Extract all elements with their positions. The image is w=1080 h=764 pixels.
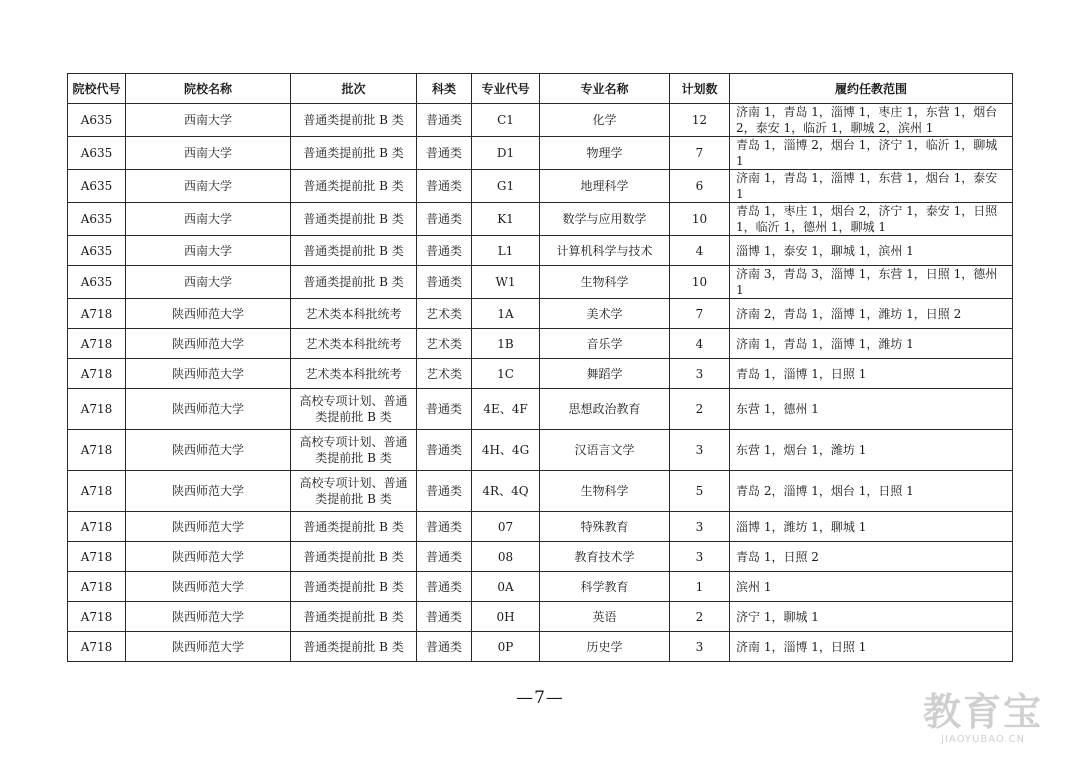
cell-service-scope: 济南 3，青岛 3，淄博 1，东营 1，日照 1，德州 1 bbox=[730, 266, 1013, 299]
header-service-scope: 履约任教范围 bbox=[730, 74, 1013, 104]
cell-school-code: A718 bbox=[68, 632, 126, 662]
cell-major-code: 1A bbox=[472, 299, 540, 329]
cell-school-name: 陕西师范大学 bbox=[126, 471, 291, 512]
header-plan-count: 计划数 bbox=[670, 74, 730, 104]
cell-major-name: 物理学 bbox=[540, 137, 670, 170]
table-row bbox=[68, 170, 1013, 203]
cell-plan-count: 7 bbox=[670, 299, 730, 329]
cell-major-name: 生物科学 bbox=[540, 471, 670, 512]
cell-school-code: A635 bbox=[68, 203, 126, 236]
cell-school-name: 陕西师范大学 bbox=[126, 299, 291, 329]
cell-batch: 艺术类本科批统考 bbox=[291, 329, 417, 359]
cell-major-name: 化学 bbox=[540, 104, 670, 137]
table-row bbox=[68, 602, 1013, 632]
cell-major-code: 07 bbox=[472, 512, 540, 542]
cell-school-name: 陕西师范大学 bbox=[126, 572, 291, 602]
cell-batch: 普通类提前批 B 类 bbox=[291, 170, 417, 203]
cell-plan-count: 2 bbox=[670, 602, 730, 632]
cell-major-name: 生物科学 bbox=[540, 266, 670, 299]
cell-major-name: 教育技术学 bbox=[540, 542, 670, 572]
cell-school-name: 西南大学 bbox=[126, 104, 291, 137]
cell-school-code: A718 bbox=[68, 430, 126, 471]
cell-plan-count: 7 bbox=[670, 137, 730, 170]
cell-major-code: G1 bbox=[472, 170, 540, 203]
cell-plan-count: 2 bbox=[670, 389, 730, 430]
cell-plan-count: 10 bbox=[670, 266, 730, 299]
table-row bbox=[68, 266, 1013, 299]
cell-category: 普通类 bbox=[417, 602, 472, 632]
cell-batch: 普通类提前批 B 类 bbox=[291, 104, 417, 137]
cell-plan-count: 3 bbox=[670, 512, 730, 542]
cell-service-scope: 东营 1，德州 1 bbox=[730, 389, 1013, 430]
table-body bbox=[68, 104, 1013, 662]
cell-plan-count: 5 bbox=[670, 471, 730, 512]
cell-school-code: A718 bbox=[68, 512, 126, 542]
cell-school-code: A718 bbox=[68, 359, 126, 389]
cell-plan-count: 6 bbox=[670, 170, 730, 203]
cell-service-scope: 济南 1，淄博 1，日照 1 bbox=[730, 632, 1013, 662]
cell-major-name: 英语 bbox=[540, 602, 670, 632]
cell-batch: 普通类提前批 B 类 bbox=[291, 236, 417, 266]
table-row bbox=[68, 236, 1013, 266]
cell-category: 普通类 bbox=[417, 266, 472, 299]
enrollment-plan-table bbox=[67, 73, 1013, 662]
cell-category: 普通类 bbox=[417, 137, 472, 170]
cell-batch: 高校专项计划、普通类提前批 B 类 bbox=[291, 471, 417, 512]
cell-batch: 艺术类本科批统考 bbox=[291, 299, 417, 329]
header-batch: 批次 bbox=[291, 74, 417, 104]
cell-major-code: 1B bbox=[472, 329, 540, 359]
cell-service-scope: 青岛 1，淄博 1，日照 1 bbox=[730, 359, 1013, 389]
cell-service-scope: 淄博 1，泰安 1，聊城 1，滨州 1 bbox=[730, 236, 1013, 266]
cell-batch: 艺术类本科批统考 bbox=[291, 359, 417, 389]
cell-service-scope: 济南 1，青岛 1，淄博 1，潍坊 1 bbox=[730, 329, 1013, 359]
cell-category: 普通类 bbox=[417, 632, 472, 662]
cell-service-scope: 济南 2，青岛 1，淄博 1，潍坊 1，日照 2 bbox=[730, 299, 1013, 329]
cell-service-scope: 青岛 2，淄博 1，烟台 1，日照 1 bbox=[730, 471, 1013, 512]
cell-service-scope: 青岛 1，日照 2 bbox=[730, 542, 1013, 572]
table-row bbox=[68, 104, 1013, 137]
cell-school-name: 陕西师范大学 bbox=[126, 329, 291, 359]
cell-school-name: 西南大学 bbox=[126, 203, 291, 236]
cell-major-code: 0P bbox=[472, 632, 540, 662]
table-row bbox=[68, 329, 1013, 359]
cell-school-code: A718 bbox=[68, 542, 126, 572]
cell-major-name: 地理科学 bbox=[540, 170, 670, 203]
cell-school-name: 陕西师范大学 bbox=[126, 512, 291, 542]
cell-category: 普通类 bbox=[417, 542, 472, 572]
cell-category: 普通类 bbox=[417, 236, 472, 266]
cell-category: 普通类 bbox=[417, 389, 472, 430]
cell-service-scope: 济南 1，青岛 1，淄博 1，枣庄 1，东营 1，烟台 2，泰安 1，临沂 1，聊城 2，滨州 1 bbox=[730, 104, 1013, 137]
cell-school-name: 西南大学 bbox=[126, 170, 291, 203]
table-row bbox=[68, 430, 1013, 471]
cell-major-code: 08 bbox=[472, 542, 540, 572]
cell-major-code: W1 bbox=[472, 266, 540, 299]
table-row bbox=[68, 389, 1013, 430]
cell-major-name: 舞蹈学 bbox=[540, 359, 670, 389]
cell-major-name: 历史学 bbox=[540, 632, 670, 662]
cell-major-code: 0H bbox=[472, 602, 540, 632]
cell-school-code: A635 bbox=[68, 170, 126, 203]
cell-major-code: D1 bbox=[472, 137, 540, 170]
table-row bbox=[68, 299, 1013, 329]
cell-batch: 普通类提前批 B 类 bbox=[291, 632, 417, 662]
cell-category: 艺术类 bbox=[417, 299, 472, 329]
cell-school-code: A635 bbox=[68, 266, 126, 299]
cell-school-code: A718 bbox=[68, 471, 126, 512]
cell-category: 艺术类 bbox=[417, 329, 472, 359]
cell-plan-count: 4 bbox=[670, 236, 730, 266]
table-row bbox=[68, 471, 1013, 512]
cell-batch: 普通类提前批 B 类 bbox=[291, 512, 417, 542]
cell-batch: 普通类提前批 B 类 bbox=[291, 266, 417, 299]
cell-school-name: 陕西师范大学 bbox=[126, 542, 291, 572]
cell-service-scope: 济宁 1，聊城 1 bbox=[730, 602, 1013, 632]
cell-major-name: 计算机科学与技术 bbox=[540, 236, 670, 266]
cell-plan-count: 10 bbox=[670, 203, 730, 236]
page-number: —7— bbox=[516, 688, 564, 708]
cell-category: 普通类 bbox=[417, 572, 472, 602]
cell-batch: 普通类提前批 B 类 bbox=[291, 572, 417, 602]
cell-major-code: K1 bbox=[472, 203, 540, 236]
cell-school-name: 西南大学 bbox=[126, 236, 291, 266]
cell-school-code: A635 bbox=[68, 104, 126, 137]
cell-major-code: 4H、4G bbox=[472, 430, 540, 471]
cell-plan-count: 4 bbox=[670, 329, 730, 359]
table-row bbox=[68, 632, 1013, 662]
cell-school-code: A635 bbox=[68, 137, 126, 170]
cell-batch: 普通类提前批 B 类 bbox=[291, 602, 417, 632]
cell-service-scope: 济南 1，青岛 1，淄博 1，东营 1，烟台 1，泰安 1 bbox=[730, 170, 1013, 203]
table-header-row bbox=[68, 74, 1013, 104]
table-row bbox=[68, 137, 1013, 170]
cell-school-name: 陕西师范大学 bbox=[126, 389, 291, 430]
cell-plan-count: 1 bbox=[670, 572, 730, 602]
cell-major-name: 数学与应用数学 bbox=[540, 203, 670, 236]
table-row bbox=[68, 512, 1013, 542]
cell-batch: 高校专项计划、普通类提前批 B 类 bbox=[291, 430, 417, 471]
header-school-code: 院校代号 bbox=[68, 74, 126, 104]
cell-major-code: 0A bbox=[472, 572, 540, 602]
cell-school-name: 陕西师范大学 bbox=[126, 430, 291, 471]
cell-category: 普通类 bbox=[417, 104, 472, 137]
cell-school-name: 西南大学 bbox=[126, 266, 291, 299]
cell-school-code: A718 bbox=[68, 602, 126, 632]
cell-batch: 普通类提前批 B 类 bbox=[291, 137, 417, 170]
table-row bbox=[68, 572, 1013, 602]
cell-school-name: 陕西师范大学 bbox=[126, 359, 291, 389]
watermark-main-text: 教育宝 bbox=[922, 690, 1043, 734]
cell-major-code: 4R、4Q bbox=[472, 471, 540, 512]
cell-major-name: 音乐学 bbox=[540, 329, 670, 359]
cell-category: 普通类 bbox=[417, 430, 472, 471]
table-row bbox=[68, 203, 1013, 236]
watermark-sub-text: JIAOYUBAO.CN bbox=[941, 734, 1025, 745]
cell-school-code: A718 bbox=[68, 572, 126, 602]
cell-batch: 普通类提前批 B 类 bbox=[291, 203, 417, 236]
cell-major-name: 思想政治教育 bbox=[540, 389, 670, 430]
cell-batch: 普通类提前批 B 类 bbox=[291, 542, 417, 572]
cell-batch: 高校专项计划、普通类提前批 B 类 bbox=[291, 389, 417, 430]
cell-category: 普通类 bbox=[417, 170, 472, 203]
cell-school-name: 陕西师范大学 bbox=[126, 602, 291, 632]
cell-service-scope: 东营 1，烟台 1，潍坊 1 bbox=[730, 430, 1013, 471]
cell-plan-count: 3 bbox=[670, 359, 730, 389]
cell-major-code: L1 bbox=[472, 236, 540, 266]
cell-service-scope: 青岛 1，枣庄 1，烟台 2，济宁 1，泰安 1，日照 1，临沂 1，德州 1，聊城 1 bbox=[730, 203, 1013, 236]
cell-school-code: A635 bbox=[68, 236, 126, 266]
cell-school-code: A718 bbox=[68, 299, 126, 329]
table-row bbox=[68, 542, 1013, 572]
header-major-name: 专业名称 bbox=[540, 74, 670, 104]
cell-major-name: 汉语言文学 bbox=[540, 430, 670, 471]
cell-school-code: A718 bbox=[68, 389, 126, 430]
cell-major-name: 特殊教育 bbox=[540, 512, 670, 542]
table-row bbox=[68, 359, 1013, 389]
cell-plan-count: 12 bbox=[670, 104, 730, 137]
header-school-name: 院校名称 bbox=[126, 74, 291, 104]
cell-major-code: C1 bbox=[472, 104, 540, 137]
header-category: 科类 bbox=[417, 74, 472, 104]
cell-category: 普通类 bbox=[417, 203, 472, 236]
cell-plan-count: 3 bbox=[670, 632, 730, 662]
cell-service-scope: 滨州 1 bbox=[730, 572, 1013, 602]
cell-school-name: 西南大学 bbox=[126, 137, 291, 170]
cell-major-code: 1C bbox=[472, 359, 540, 389]
cell-service-scope: 青岛 1，淄博 2，烟台 1，济宁 1，临沂 1，聊城 1 bbox=[730, 137, 1013, 170]
cell-school-name: 陕西师范大学 bbox=[126, 632, 291, 662]
cell-category: 普通类 bbox=[417, 471, 472, 512]
cell-major-code: 4E、4F bbox=[472, 389, 540, 430]
cell-major-name: 科学教育 bbox=[540, 572, 670, 602]
header-major-code: 专业代号 bbox=[472, 74, 540, 104]
cell-school-code: A718 bbox=[68, 329, 126, 359]
watermark-logo bbox=[908, 690, 1058, 748]
cell-plan-count: 3 bbox=[670, 542, 730, 572]
cell-service-scope: 淄博 1，潍坊 1，聊城 1 bbox=[730, 512, 1013, 542]
cell-major-name: 美术学 bbox=[540, 299, 670, 329]
cell-plan-count: 3 bbox=[670, 430, 730, 471]
cell-category: 艺术类 bbox=[417, 359, 472, 389]
cell-category: 普通类 bbox=[417, 512, 472, 542]
